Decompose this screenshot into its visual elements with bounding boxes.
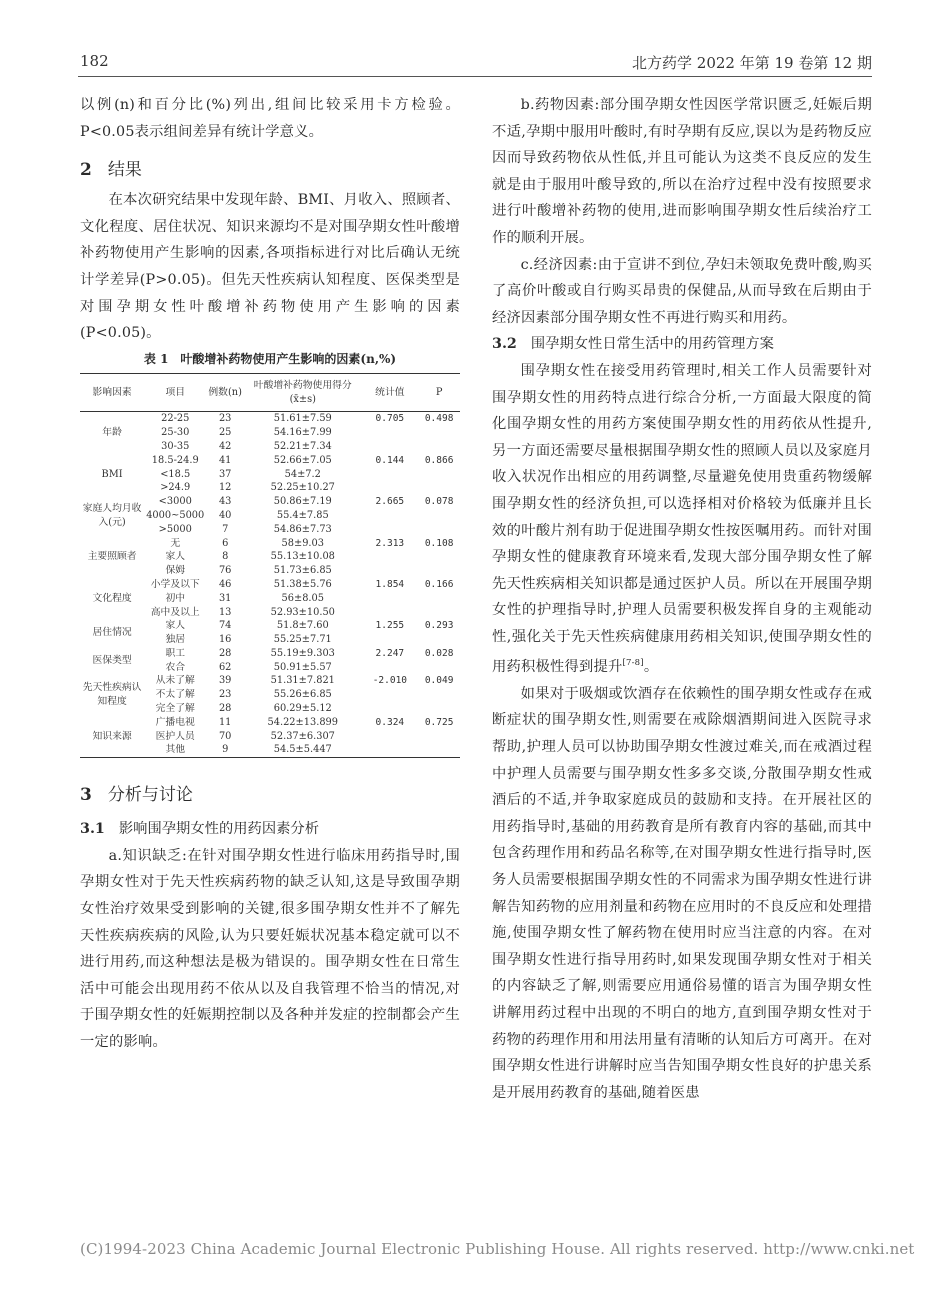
item-cell: 完全了解 [155, 703, 195, 715]
p-cell: 0.293 [424, 620, 454, 632]
section-3-title: 分析与讨论 [107, 785, 193, 806]
stat-cell [361, 702, 418, 716]
count-cell: 25 [218, 427, 232, 439]
factor-cell: 文化程度 [92, 592, 132, 604]
section-3-heading [80, 780, 460, 810]
stat-cell: 2.313 [375, 537, 405, 549]
score-cell: 51.61±7.59 [273, 413, 332, 425]
p-cell [418, 523, 460, 537]
p-cell [418, 426, 460, 440]
p-cell [418, 743, 460, 757]
count-cell: 23 [218, 689, 232, 701]
section-2-heading [80, 155, 460, 185]
p-cell [418, 661, 460, 675]
stat-cell: 1.854 [375, 578, 405, 590]
item-cell: 医护人员 [155, 730, 195, 742]
count-cell: 39 [218, 675, 232, 687]
score-cell: 55.4±7.85 [276, 509, 329, 521]
p-cell: 0.498 [424, 413, 454, 425]
col-header-stat: 统计值 [375, 386, 405, 398]
score-cell: 55.25±7.71 [273, 634, 332, 646]
p-cell [418, 702, 460, 716]
score-cell: 55.19±9.303 [270, 647, 335, 659]
stat-cell [361, 688, 418, 702]
item-cell: 初中 [165, 592, 186, 604]
right-column [492, 92, 872, 1106]
item-cell: 保姆 [165, 565, 186, 577]
section-2-title: 结果 [107, 160, 142, 181]
paragraph-a-knowledge: a.知识缺乏:在针对围孕期女性进行临床用药指导时,围孕期女性对于先天性疾病药物的缺乏认知,这是导致围孕期女性治疗效果受到影响的关键,很多围孕期女性并不了解先天性疾病疾病的风险,认为只要妊娠状况基本稳定就可以不进行用药,而这种想法是极为错误的。围孕期女性在日常生活中可能会出现用药不依从以及自我管理不恰当的情况,对于围孕期女性的妊娠期控制以及各种并发症的控制都会产生一定的影响。 [80, 847, 460, 1051]
table-row [80, 716, 460, 730]
stat-cell: 0.144 [375, 454, 405, 466]
count-cell: 41 [218, 454, 232, 466]
count-cell: 23 [218, 413, 232, 425]
score-cell: 56±8.05 [281, 592, 325, 604]
count-cell: 42 [218, 440, 232, 452]
subsection-3-1-number: 3.1 [80, 821, 105, 838]
results-paragraph: 在本次研究结果中发现年龄、BMI、月收入、照顾者、文化程度、居住状况、知识来源均不是对围孕期女性叶酸增补药物使用产生影响的因素,各项指标进行对比后确认无统计学差异(P>0.05)。但先天性疾病认知程度、医保类型是对围孕期女性叶酸增补药物使用产生影响的因素(P<0.05)。 [80, 192, 460, 342]
count-cell: 11 [218, 716, 232, 728]
stat-cell: 2.665 [375, 496, 405, 508]
p-cell: 0.866 [424, 454, 454, 466]
count-cell: 43 [218, 496, 232, 508]
paragraph-b-drug: b.药物因素:部分围孕期女性因医学常识匮乏,妊娠后期不适,孕期中服用叶酸时,有时孕期有反应,误以为是药物反应因而导致药物依从性低,并且可能认为这类不良反应的发生就是由于服用叶酸导致的,所以在治疗过程中没有按照要求进行叶酸增补药物的使用,进而影响围孕期女性后续治疗工作的顺利开展。 [492, 97, 872, 246]
item-cell: 从未了解 [155, 675, 195, 687]
item-cell: 22-25 [161, 413, 190, 425]
left-column [80, 92, 460, 1056]
item-cell: 无 [170, 537, 181, 549]
p-cell: 0.078 [424, 496, 454, 508]
item-cell: 家人 [165, 620, 186, 632]
stat-cell: 0.705 [375, 413, 405, 425]
score-cell: 54.16±7.99 [273, 427, 332, 439]
item-cell: 4000~5000 [146, 509, 205, 521]
table-caption: 表 1 叶酸增补药物使用产生影响的因素(n,%) [143, 351, 397, 366]
count-cell: 7 [222, 523, 229, 535]
factor-cell: 年龄 [102, 427, 122, 439]
score-cell: 60.29±5.12 [273, 703, 332, 715]
table-row [80, 647, 460, 661]
p-cell [418, 509, 460, 523]
p-cell [418, 606, 460, 620]
score-cell: 54±7.2 [284, 468, 321, 480]
score-cell: 55.13±10.08 [270, 551, 335, 563]
count-cell: 74 [218, 620, 232, 632]
count-cell: 28 [218, 647, 232, 659]
p-cell [418, 592, 460, 606]
count-cell: 31 [218, 592, 232, 604]
score-cell: 51.38±5.76 [273, 578, 332, 590]
subsection-3-2-title: 围孕期女性日常生活中的用药管理方案 [530, 336, 774, 353]
count-cell: 37 [218, 468, 232, 480]
item-cell: 农合 [165, 661, 186, 673]
item-cell: 25-30 [161, 427, 190, 439]
stat-cell [361, 509, 418, 523]
table-header-row [80, 373, 460, 412]
count-cell: 13 [218, 606, 232, 618]
count-cell: 62 [218, 661, 232, 673]
count-cell: 46 [218, 578, 232, 590]
stat-cell [361, 468, 418, 482]
stat-cell: 1.255 [375, 620, 405, 632]
p-cell: 0.049 [424, 675, 454, 687]
reference-citation: [7-8] [622, 658, 644, 669]
factor-cell: 家庭人均月收入(元) [82, 503, 142, 528]
score-cell: 54.5±5.447 [273, 744, 332, 756]
score-cell: 55.26±6.85 [273, 689, 332, 701]
count-cell: 12 [218, 482, 232, 494]
item-cell: 18.5-24.9 [151, 454, 199, 466]
p-cell [418, 633, 460, 647]
count-cell: 70 [218, 730, 232, 742]
paragraph-c-economic: c.经济因素:由于宣讲不到位,孕妇未领取免费叶酸,购买了高价叶酸或自行购买昂贵的保健品,从而导致在后期由于经济因素部分围孕期女性不再进行购买和用药。 [492, 256, 872, 326]
factor-cell: 先天性疾病认知程度 [82, 682, 142, 708]
subsection-3-1-heading [80, 816, 460, 843]
copyright-footer: (C)1994-2023 China Academic Journal Electronic Publishing House. All rights reserved. http://www.cnki.net [80, 1240, 915, 1258]
item-cell: >5000 [158, 523, 192, 535]
score-cell: 52.93±10.50 [270, 606, 335, 618]
factor-cell: 医保类型 [92, 654, 132, 666]
item-cell: 不太了解 [155, 689, 195, 701]
item-cell: >24.9 [160, 482, 191, 494]
count-cell: 6 [222, 537, 229, 549]
count-cell: 76 [218, 565, 232, 577]
item-cell: 职工 [165, 647, 186, 659]
stat-cell [361, 661, 418, 675]
table-row [80, 454, 460, 468]
score-cell: 58±9.03 [281, 537, 325, 549]
header-rule [78, 76, 872, 77]
stat-cell [361, 440, 418, 454]
score-cell: 52.21±7.34 [273, 440, 332, 452]
col-header-p: P [435, 386, 443, 398]
item-cell: 独居 [165, 634, 186, 646]
col-header-item: 项目 [165, 386, 186, 398]
score-cell: 52.25±10.27 [270, 482, 335, 494]
page-number: 182 [80, 52, 109, 70]
factor-cell: 主要照顾者 [87, 551, 137, 563]
score-cell: 52.37±6.307 [270, 730, 335, 742]
p-cell [418, 688, 460, 702]
section-2-number: 2 [80, 160, 92, 181]
p-cell: 0.028 [424, 647, 454, 659]
table-row [80, 537, 460, 551]
intro-continuation: 以例(n)和百分比(%)列出,组间比较采用卡方检验。P<0.05表示组间差异有统计学意义。 [80, 97, 460, 140]
col-header-factor: 影响因素 [92, 386, 132, 398]
count-cell: 8 [222, 551, 229, 563]
p-cell [418, 730, 460, 744]
item-cell: 小学及以下 [150, 578, 200, 590]
journal-header: 北方药学 2022 年第 19 卷第 12 期 [632, 54, 872, 72]
item-cell: <18.5 [160, 468, 191, 480]
paragraph-3-2-end: 。 [643, 659, 659, 676]
subsection-3-2-heading [492, 331, 872, 358]
item-cell: 广播电视 [155, 716, 195, 728]
score-cell: 51.31±7.821 [270, 675, 335, 687]
stat-cell [361, 564, 418, 578]
stat-cell [361, 730, 418, 744]
factor-table [80, 373, 460, 759]
item-cell: 家人 [165, 551, 186, 563]
stat-cell [361, 743, 418, 757]
score-cell: 54.22±13.899 [267, 716, 339, 728]
table-body [80, 412, 460, 758]
count-cell: 16 [218, 634, 232, 646]
p-cell [418, 440, 460, 454]
subsection-3-2-number: 3.2 [492, 336, 517, 353]
p-cell: 0.725 [424, 716, 454, 728]
score-cell: 52.66±7.05 [273, 454, 332, 466]
count-cell: 40 [218, 509, 232, 521]
p-cell: 0.108 [424, 537, 454, 549]
score-cell: 51.8±7.60 [276, 620, 329, 632]
table-row [80, 619, 460, 633]
count-cell: 9 [222, 744, 229, 756]
item-cell: 其他 [165, 744, 186, 756]
p-cell [418, 550, 460, 564]
score-cell: 50.91±5.57 [273, 661, 332, 673]
stat-cell [361, 606, 418, 620]
factor-cell: 知识来源 [92, 730, 132, 742]
stat-cell [361, 481, 418, 495]
paragraph-3-2-smoking: 如果对于吸烟或饮酒存在依赖性的围孕期女性或存在戒断症状的围孕期女性,则需要在戒除烟酒期间进入医院寻求帮助,护理人员可以协助围孕期女性渡过难关,而在戒酒过程中护理人员需要与围孕期女性多多交谈,分散围孕期女性戒酒后的不适,并争取家庭成员的鼓励和支持。在开展社区的用药指导时,基础的用药教育是所有教育内容的基础,而其中包含药理作用和药品名称等,在对围孕期女性进行指导时,医务人员需要根据围孕期女性的不同需求为围孕期女性进行讲解告知药物的应用剂量和药物在应用时的不良反应和处理措施,使围孕期女性了解药物在使用时应当注意的内容。在对围孕期女性进行指导用药时,如果发现围孕期女性对于相关的内容缺乏了解,则需要应用通俗易懂的语言为围孕期女性讲解用药过程中出现的不明白的地方,直到围孕期女性对于药物的药理作用和用法用量有清晰的认知后方可离开。在对围孕期女性进行讲解时应当告知围孕期女性良好的护患关系是开展用药教育的基础,随着医患 [492, 685, 872, 1101]
stat-cell: 2.247 [375, 647, 405, 659]
subsection-3-1-title: 影响围孕期女性的用药因素分析 [118, 821, 320, 838]
score-cell: 51.73±6.85 [273, 565, 332, 577]
table-row [80, 495, 460, 509]
factor-cell: 居住情况 [92, 627, 132, 639]
stat-cell [361, 426, 418, 440]
p-cell [418, 468, 460, 482]
col-header-score: 叶酸增补药物使用得分(x̄±s) [253, 379, 352, 405]
item-cell: 30-35 [161, 440, 190, 452]
stat-cell: -2.010 [372, 675, 408, 687]
factor-cell: BMI [101, 468, 123, 480]
stat-cell [361, 592, 418, 606]
stat-cell [361, 550, 418, 564]
item-cell: <3000 [158, 496, 192, 508]
item-cell: 高中及以上 [150, 606, 200, 618]
table-row [80, 578, 460, 592]
p-cell [418, 481, 460, 495]
stat-cell [361, 633, 418, 647]
table-row [80, 412, 460, 426]
score-cell: 50.86±7.19 [273, 496, 332, 508]
stat-cell [361, 523, 418, 537]
score-cell: 54.86±7.73 [273, 523, 332, 535]
count-cell: 28 [218, 703, 232, 715]
paragraph-3-2-text: 围孕期女性在接受用药管理时,相关工作人员需要针对围孕期女性的用药特点进行综合分析,一方面最大限度的简化围孕期女性的用药方案使围孕期女性的用药依从性提升,另一方面还需要尽量根据围孕期女性的照顾人员以及家庭月收入状况作出相应的用药调整,尽量避免使用贵重药物缓解围孕期女性的经济负担,可以选择相对价格较为低廉并且长效的叶酸片剂有助于促进围孕期女性按医嘱用药。而针对围孕期女性的健康教育环境来看,发现大部分围孕期女性了解先天性疾病相关知识都是通过医护人员。所以在开展围孕期女性的护理指导时,护理人员需要积极发挥自身的主观能动性,强化关于先天性疾病健康用药相关知识,使围孕期女性的用药积极性得到提升 [492, 362, 872, 676]
table-row [80, 674, 460, 688]
col-header-count: 例数(n) [208, 386, 242, 398]
section-3-number: 3 [80, 785, 92, 806]
p-cell: 0.166 [424, 578, 454, 590]
stat-cell: 0.324 [375, 716, 405, 728]
p-cell [418, 564, 460, 578]
paragraph-3-2-management [492, 358, 872, 681]
